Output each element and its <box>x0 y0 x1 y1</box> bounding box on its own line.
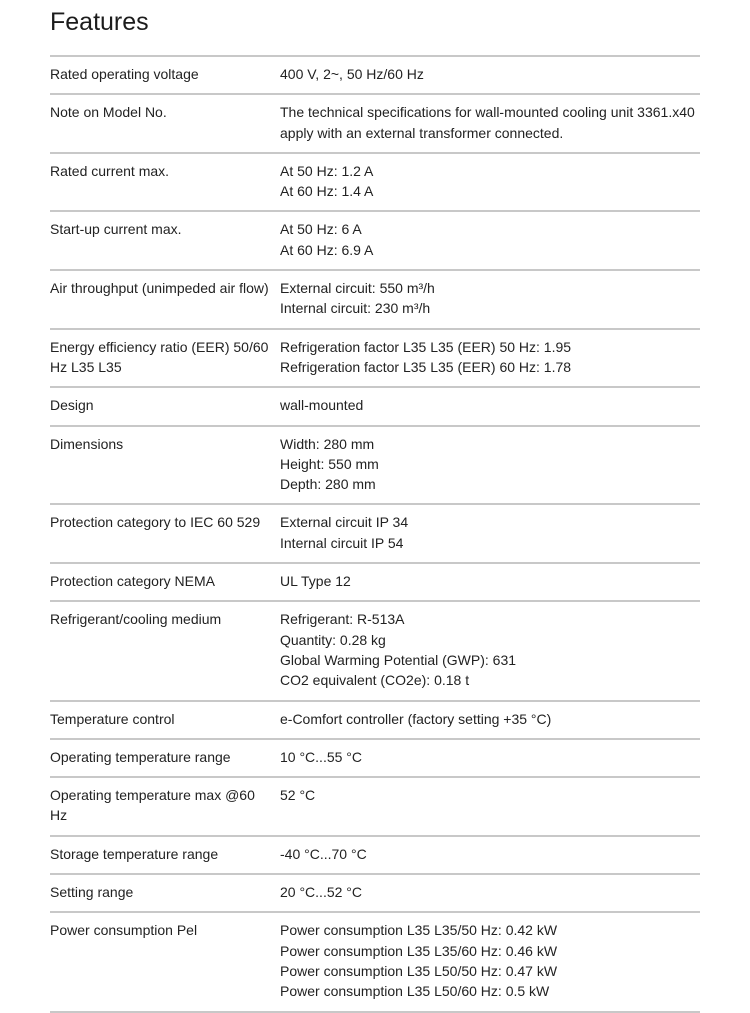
spec-values <box>280 609 700 690</box>
spec-label: Design <box>50 397 94 414</box>
spec-value: Power consumption L35 L50/50 Hz: 0.47 kW <box>280 962 558 979</box>
spec-row <box>50 57 700 95</box>
spec-value: 52 °C <box>280 787 316 804</box>
spec-value: 20 °C...52 °C <box>280 884 363 901</box>
spec-value: At 50 Hz: 6 A <box>280 221 362 238</box>
spec-value: apply with an external transformer connected. <box>280 124 564 141</box>
spec-row <box>50 330 700 389</box>
spec-row <box>50 564 700 602</box>
spec-value: External circuit: 550 m³/h <box>280 280 435 297</box>
spec-label: Protection category NEMA <box>50 573 215 590</box>
spec-value: UL Type 12 <box>280 573 351 590</box>
spec-row <box>50 505 700 564</box>
spec-values <box>280 920 700 1001</box>
spec-value: 400 V, 2~, 50 Hz/60 Hz <box>280 66 424 82</box>
spec-row <box>50 212 700 271</box>
spec-value: Refrigeration factor L35 L35 (EER) 60 Hz: 1.78 <box>280 358 572 375</box>
spec-row <box>50 271 700 330</box>
spec-value: e-Comfort controller (factory setting +35 °C) <box>280 710 552 727</box>
spec-value: -40 °C...70 °C <box>280 845 367 862</box>
page-title: Features <box>50 8 149 36</box>
spec-value: wall-mounted <box>280 397 364 414</box>
spec-value: 10 °C...55 °C <box>280 748 363 765</box>
spec-row <box>50 388 700 426</box>
spec-row <box>50 702 700 740</box>
spec-row <box>50 427 700 506</box>
spec-row <box>50 602 700 701</box>
spec-row <box>50 154 700 213</box>
spec-row <box>50 95 700 154</box>
spec-values <box>280 785 700 826</box>
spec-value: At 60 Hz: 6.9 A <box>280 241 374 258</box>
spec-value: The technical specifications for wall-mounted cooling unit 3361.x40 <box>280 104 695 121</box>
spec-values <box>280 102 700 143</box>
spec-values <box>280 434 700 495</box>
spec-label: Energy efficiency ratio (EER) 50/60 Hz L35 L35 <box>50 338 269 375</box>
spec-row <box>50 740 700 778</box>
spec-values <box>280 571 700 591</box>
spec-values <box>280 844 700 864</box>
spec-value: Internal circuit IP 54 <box>280 534 404 551</box>
spec-value: Depth: 280 mm <box>280 476 376 493</box>
spec-value: Width: 280 mm <box>280 435 375 452</box>
spec-label: Setting range <box>50 884 134 901</box>
spec-values <box>280 512 700 553</box>
spec-value: Global Warming Potential (GWP): 631 <box>280 651 517 668</box>
spec-values <box>280 747 700 767</box>
spec-label: Operating temperature range <box>50 748 231 765</box>
spec-label: Note on Model No. <box>50 104 167 121</box>
spec-value: External circuit IP 34 <box>280 514 409 531</box>
spec-values <box>280 882 700 902</box>
spec-label: Rated operating voltage <box>50 66 199 82</box>
spec-value: Quantity: 0.28 kg <box>280 631 386 648</box>
spec-value: Power consumption L35 L35/60 Hz: 0.46 kW <box>280 942 558 959</box>
spec-label: Power consumption Pel <box>50 922 198 939</box>
spec-value: Height: 550 mm <box>280 455 379 472</box>
spec-row <box>50 837 700 875</box>
spec-values <box>280 337 700 378</box>
spec-label: Operating temperature max @60 Hz <box>50 787 255 824</box>
spec-values <box>280 709 700 729</box>
spec-table <box>50 55 700 1013</box>
spec-value: Power consumption L35 L50/60 Hz: 0.5 kW <box>280 983 550 1000</box>
spec-row <box>50 875 700 913</box>
spec-value: At 50 Hz: 1.2 A <box>280 162 374 179</box>
spec-label: Start-up current max. <box>50 221 182 238</box>
spec-values <box>280 161 700 202</box>
spec-label: Storage temperature range <box>50 845 219 862</box>
spec-value: Refrigeration factor L35 L35 (EER) 50 Hz: 1.95 <box>280 338 572 355</box>
spec-value: At 60 Hz: 1.4 A <box>280 183 374 200</box>
spec-label: Rated current max. <box>50 162 170 179</box>
spec-label: Protection category to IEC 60 529 <box>50 514 261 531</box>
spec-row <box>50 778 700 837</box>
spec-row <box>50 913 700 1012</box>
spec-label: Temperature control <box>50 710 175 727</box>
spec-values <box>280 278 700 319</box>
spec-values <box>280 395 700 415</box>
spec-value: CO2 equivalent (CO2e): 0.18 t <box>280 672 470 689</box>
spec-label: Air throughput (unimpeded air flow) <box>50 280 269 297</box>
spec-value: Internal circuit: 230 m³/h <box>280 300 431 317</box>
spec-value: Power consumption L35 L35/50 Hz: 0.42 kW <box>280 922 558 939</box>
spec-value: Refrigerant: R-513A <box>280 611 405 628</box>
spec-label: Dimensions <box>50 435 124 452</box>
spec-values <box>280 64 700 84</box>
spec-label: Refrigerant/cooling medium <box>50 611 222 628</box>
spec-values <box>280 219 700 260</box>
